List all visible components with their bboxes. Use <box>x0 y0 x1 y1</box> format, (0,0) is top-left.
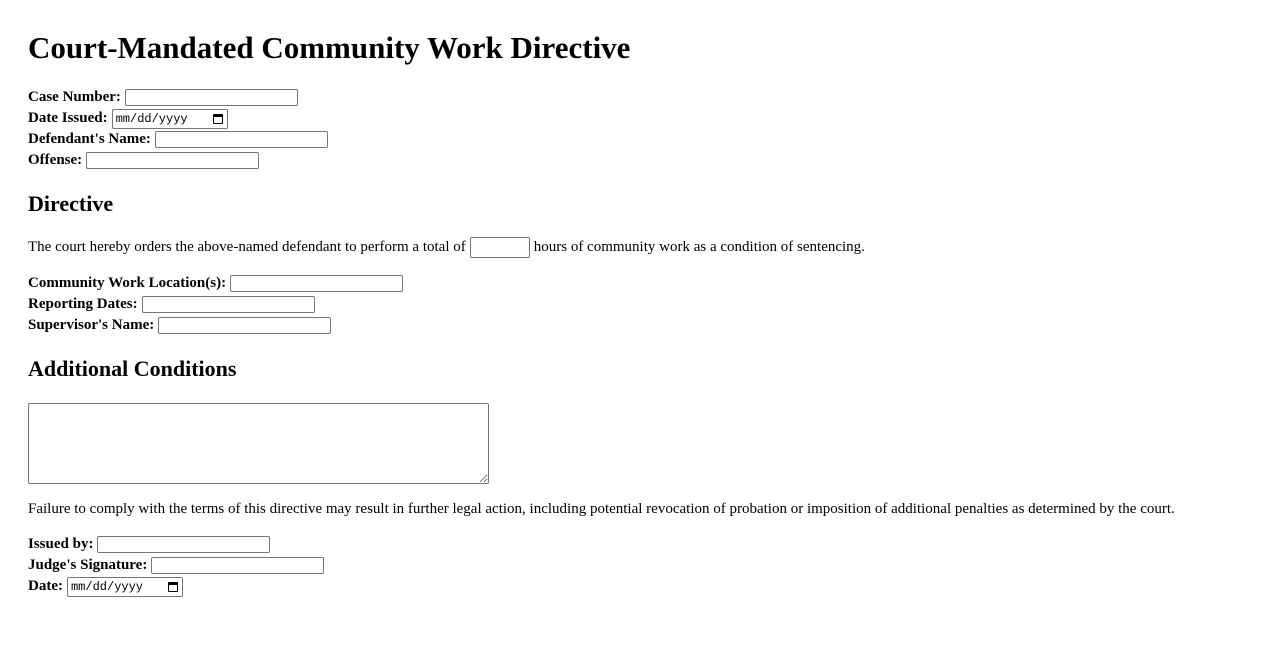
calendar-icon[interactable] <box>168 582 178 592</box>
work-location-row <box>28 273 1250 294</box>
directive-fields <box>28 273 1250 336</box>
date-issued-placeholder: mm/dd/yyyy <box>115 111 188 126</box>
judge-signature-row <box>28 555 1250 576</box>
signature-date-placeholder: mm/dd/yyyy <box>70 579 143 594</box>
offense-row <box>28 150 1250 171</box>
compliance-notice: Failure to comply with the terms of this directive may result in further legal action, including potential revocation of probation or imposition of additional penalties as determined by the court. <box>28 501 1175 517</box>
supervisor-name-row <box>28 315 1250 336</box>
signature-date-input[interactable] <box>67 577 183 597</box>
supervisor-name-input[interactable] <box>158 317 331 334</box>
case-number-label: Case Number: <box>28 89 121 105</box>
sentence-after: hours of community work as a condition of sentencing. <box>533 238 865 255</box>
offense-label: Offense: <box>28 152 83 168</box>
additional-conditions-textarea[interactable] <box>28 403 489 484</box>
work-location-label: Community Work Location(s): <box>28 275 227 291</box>
issued-by-label: Issued by: <box>28 536 94 552</box>
date-issued-row <box>28 108 1250 129</box>
defendant-name-input[interactable] <box>155 131 328 148</box>
hours-input[interactable] <box>470 237 530 258</box>
directive-sentence <box>28 236 1250 258</box>
issued-by-input[interactable] <box>97 536 270 553</box>
sentence-before: The court hereby orders the above-named defendant to perform a total of <box>28 238 466 255</box>
defendant-name-row <box>28 129 1250 150</box>
date-issued-label: Date Issued: <box>28 110 108 126</box>
reporting-dates-label: Reporting Dates: <box>28 296 138 312</box>
signature-date-row <box>28 576 1250 597</box>
calendar-icon[interactable] <box>213 114 223 124</box>
judge-signature-label: Judge's Signature: <box>28 557 148 573</box>
reporting-dates-row <box>28 294 1250 315</box>
page-title: Court-Mandated Community Work Directive <box>28 30 631 65</box>
case-fields <box>28 87 1250 171</box>
date-issued-input[interactable] <box>112 109 228 129</box>
case-number-input[interactable] <box>125 89 298 106</box>
supervisor-name-label: Supervisor's Name: <box>28 317 155 333</box>
judge-signature-input[interactable] <box>151 557 324 574</box>
issued-by-row <box>28 534 1250 555</box>
signature-date-label: Date: <box>28 578 63 594</box>
case-number-row <box>28 87 1250 108</box>
additional-conditions-heading: Additional Conditions <box>28 356 237 381</box>
reporting-dates-input[interactable] <box>142 296 315 313</box>
signature-fields <box>28 534 1250 597</box>
directive-heading: Directive <box>28 191 114 216</box>
offense-input[interactable] <box>86 152 259 169</box>
defendant-name-label: Defendant's Name: <box>28 131 151 147</box>
work-location-input[interactable] <box>230 275 403 292</box>
